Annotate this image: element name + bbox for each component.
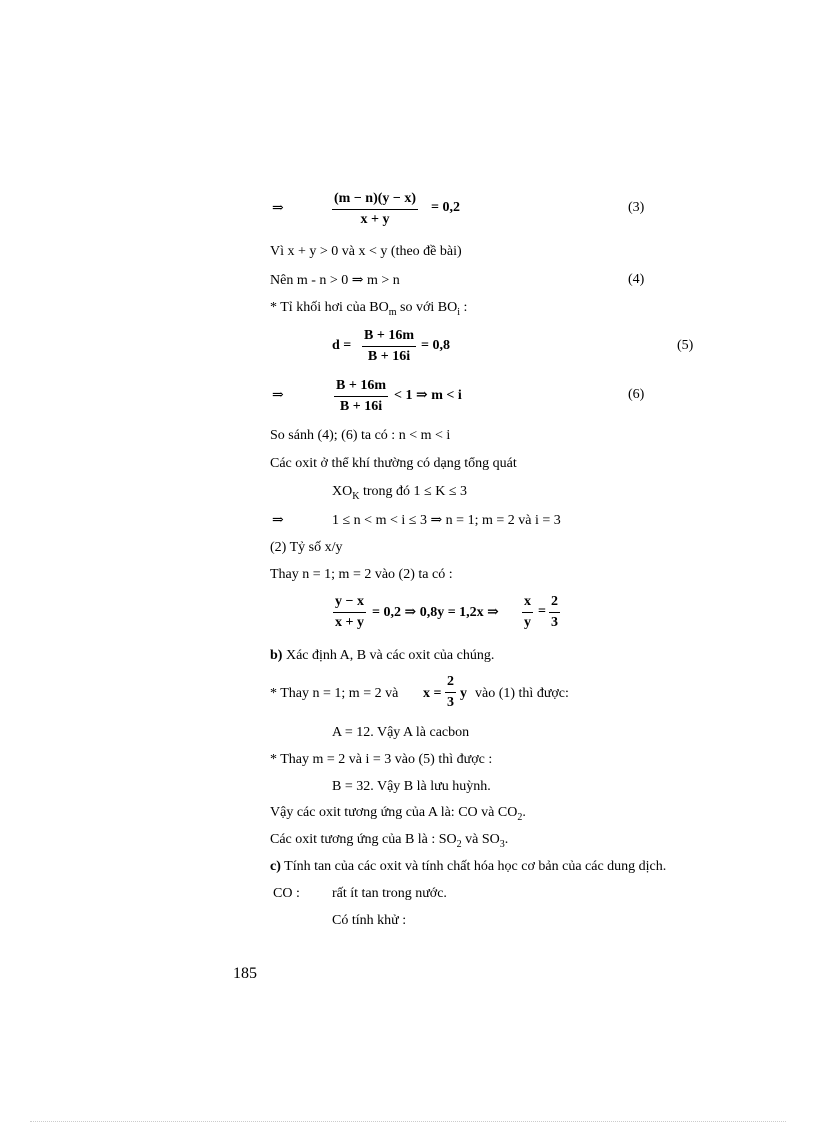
fraction-denominator: 3	[447, 695, 454, 710]
text-line: * Thay n = 1; m = 2 và	[270, 686, 399, 701]
text-line: Vì x + y > 0 và x < y (theo đề bài)	[270, 244, 462, 259]
equation-tag: (6)	[628, 387, 645, 402]
equation-tag: (4)	[628, 272, 645, 287]
text-line: rất ít tan trong nước.	[332, 886, 447, 901]
text-line: A = 12. Vậy A là cacbon	[332, 725, 470, 740]
implies-arrow: ⇒	[272, 201, 284, 216]
text-line: Vậy các oxit tương ứng của A là: CO và $CO_2$.	[270, 805, 526, 823]
equation-lhs: x =	[423, 686, 442, 701]
fraction-eq5	[362, 328, 416, 365]
equation-lhs: d =	[332, 338, 352, 353]
text-line: vào (1) thì được:	[475, 686, 569, 701]
section-c-heading: c) Tính tan của các oxit và tính chất hóa học cơ bản của các dung dịch.	[270, 859, 667, 874]
fraction-numerator: 2	[445, 674, 456, 693]
page-number: 185	[233, 965, 257, 982]
bottom-divider	[30, 1121, 786, 1122]
fraction-ratio-3	[549, 594, 560, 631]
fraction-denominator: x + y	[335, 615, 364, 630]
text-line: (2) Tỷ số x/y	[270, 540, 343, 555]
fraction-numerator: (m − n)(y − x)	[332, 191, 418, 210]
fraction-numerator: B + 16m	[334, 378, 388, 397]
equation-tag: (3)	[628, 200, 645, 215]
text-line: * Tỉ khối hơi của $BO_m$ so với $BO_i$ :	[270, 300, 468, 318]
fraction-numerator: 2	[549, 594, 560, 613]
text-line: Nên m - n > 0 ⇒ m > n	[270, 273, 400, 288]
fraction-denominator: B + 16i	[367, 349, 411, 364]
text-line: So sánh (4); (6) ta có : n < m < i	[270, 428, 451, 443]
fraction-numerator: y − x	[333, 594, 366, 613]
equation-rhs: = 0,8	[421, 338, 450, 353]
text-line: $XO_K$ trong đó 1 ≤ K ≤ 3	[332, 484, 467, 502]
text-line: Các oxit tương ứng của B là : $SO_2$ và $SO_3$.	[270, 832, 509, 850]
fraction-denominator: y	[524, 615, 531, 630]
equation-rhs: < 1 ⇒ m < i	[394, 388, 462, 403]
implies-arrow: ⇒	[272, 388, 284, 403]
equation-var: y	[460, 686, 467, 701]
text-label: CO :	[273, 886, 300, 901]
text-line: 1 ≤ n < m < i ≤ 3 ⇒ n = 1; m = 2 và i = 3	[332, 513, 561, 528]
text-line: Các oxit ở thể khí thường có dạng tổng quát	[270, 456, 517, 471]
implies-arrow: ⇒	[272, 513, 284, 528]
text-line: Thay n = 1; m = 2 vào (2) ta có :	[270, 567, 453, 582]
fraction-two-thirds	[445, 674, 456, 711]
equation-tag: (5)	[677, 338, 694, 353]
fraction-denominator: B + 16i	[339, 399, 383, 414]
fraction-eq3	[332, 191, 418, 228]
fraction-eq6	[334, 378, 388, 415]
text-line: B = 32. Vậy B là lưu huỳnh.	[332, 779, 491, 794]
text-line: Có tính khử :	[332, 913, 407, 928]
fraction-numerator: x	[522, 594, 533, 613]
fraction-ratio-2	[522, 594, 533, 631]
fraction-ratio-1	[333, 594, 366, 631]
fraction-denominator: x + y	[360, 212, 390, 227]
section-b-heading: b) Xác định A, B và các oxit của chúng.	[270, 648, 495, 663]
fraction-denominator: 3	[551, 615, 558, 630]
text-line: * Thay m = 2 và i = 3 vào (5) thì được :	[270, 752, 493, 767]
equation-rhs: = 0,2	[431, 200, 460, 215]
fraction-numerator: B + 16m	[362, 328, 416, 347]
equation-equals: =	[538, 604, 546, 619]
equation-mid: = 0,2 ⇒ 0,8y = 1,2x ⇒	[372, 605, 499, 620]
